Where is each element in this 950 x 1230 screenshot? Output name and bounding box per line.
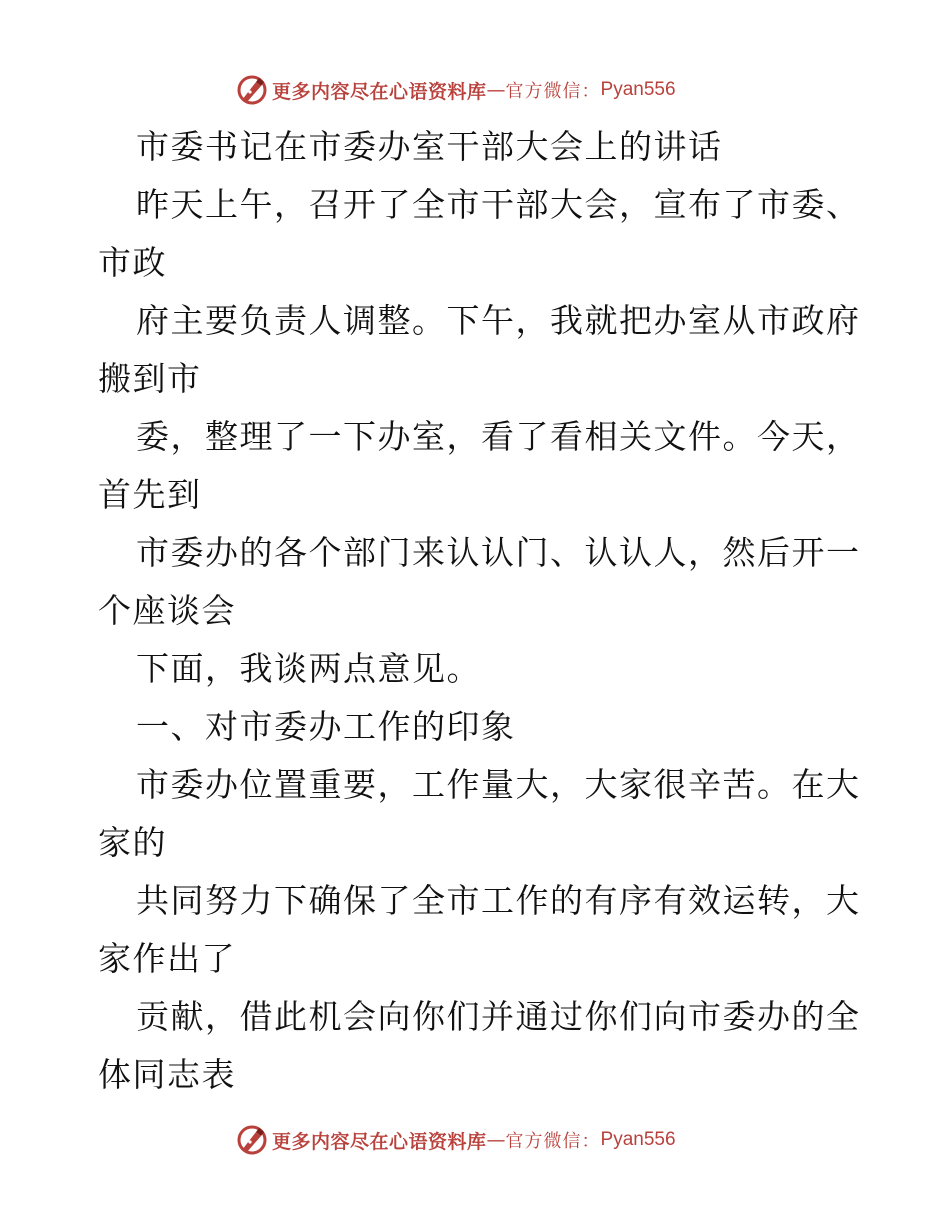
watermark-brand: 更多内容尽在心语资料库 (272, 80, 487, 103)
text-line: 体同志表 (98, 1055, 236, 1094)
watermark-wechat-label: 官方微信： (505, 1131, 601, 1152)
header-watermark (236, 73, 676, 107)
watermark-dash: — (486, 1129, 506, 1151)
text-line: 家作出了 (98, 939, 236, 978)
text-line: 市政 (98, 243, 167, 282)
text-line: 共同努力下确保了全市工作的有序有效运转，大 (136, 881, 861, 920)
footer-watermark (236, 1123, 676, 1157)
watermark-brand: 更多内容尽在心语资料库 (272, 1130, 487, 1153)
watermark-wechat-id: Pyan556 (600, 79, 676, 100)
text-line: 首先到 (98, 475, 202, 514)
text-line: 市委办的各个部门来认认门、认认人，然后开一 (136, 533, 861, 572)
text-line: 搬到市 (98, 359, 202, 398)
text-line: 委，整理了一下办室，看了看相关文件。今天， (136, 417, 861, 456)
text-line: 贡献，借此机会向你们并通过你们向市委办的全 (136, 997, 861, 1036)
pen-logo-icon (236, 74, 268, 106)
text-line: 市委办位置重要，工作量大，大家很辛苦。在大 (136, 765, 861, 804)
pen-logo-icon (236, 1124, 268, 1156)
text-line: 家的 (98, 823, 167, 862)
watermark-wechat-label: 官方微信： (505, 81, 601, 102)
watermark-wechat-id: Pyan556 (600, 1129, 676, 1150)
section-heading: 一、对市委办工作的印象 (136, 707, 516, 746)
text-line: 个座谈会 (98, 591, 236, 630)
text-line: 下面，我谈两点意见。 (136, 649, 481, 688)
text-line: 昨天上午，召开了全市干部大会，宣布了市委、 (136, 185, 861, 224)
text-line: 府主要负责人调整。下午，我就把办室从市政府 (136, 301, 861, 340)
watermark-dash: — (486, 79, 506, 101)
document-body (98, 118, 861, 1104)
document-title: 市委书记在市委办室干部大会上的讲话 (136, 127, 723, 166)
